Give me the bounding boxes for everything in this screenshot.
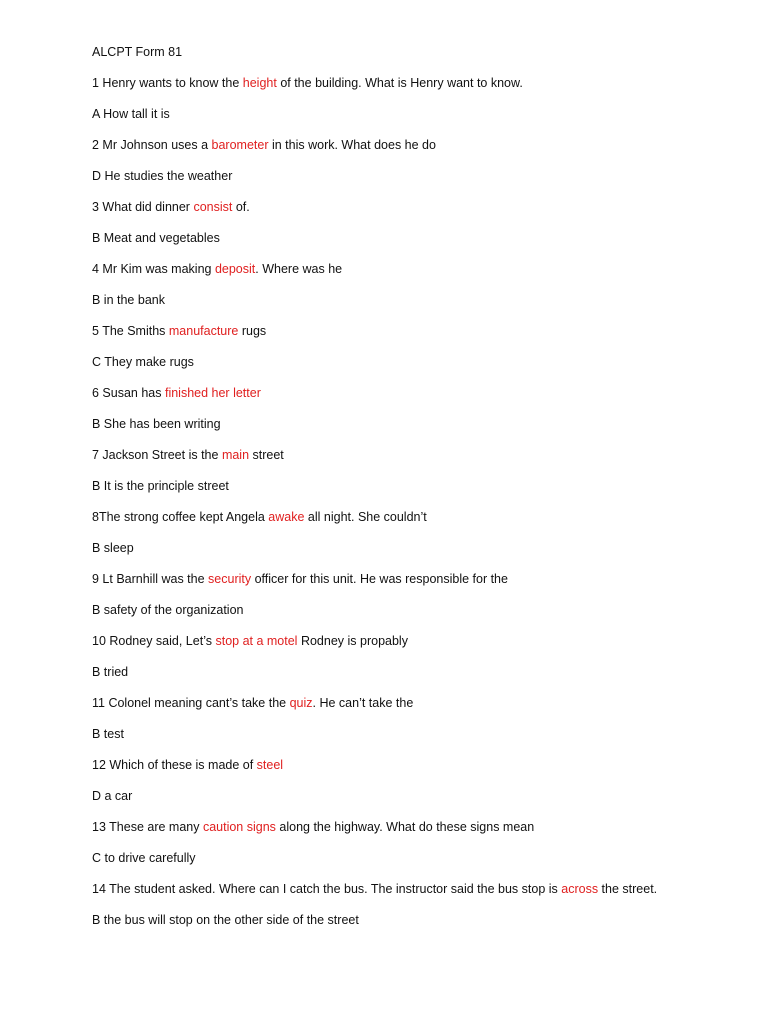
line-text: street [249, 448, 284, 462]
answer-line [92, 912, 359, 928]
question-line [92, 881, 657, 897]
answer-line [92, 788, 132, 804]
answer-line [92, 602, 243, 618]
highlighted-term: awake [268, 510, 305, 524]
question-line [92, 447, 284, 463]
highlighted-term: manufacture [168, 324, 239, 338]
question-line [92, 819, 534, 835]
answer-line [92, 664, 128, 680]
answer-line [92, 478, 229, 494]
answer-line [92, 230, 220, 246]
line-text: 3 What did dinner [92, 200, 194, 214]
highlighted-term: steel [256, 758, 284, 772]
line-text: 12 Which of these is made of [92, 758, 257, 772]
highlighted-term: barometer [211, 138, 269, 152]
question-line [92, 385, 261, 401]
line-text: Rodney is propably [297, 634, 408, 648]
answer-line [92, 292, 165, 308]
line-text: C They make rugs [92, 355, 194, 369]
line-text: . He can’t take the [312, 696, 414, 710]
highlighted-term: caution signs [202, 820, 276, 834]
line-text: B She has been writing [92, 417, 221, 431]
line-text: 1 Henry wants to know the [92, 76, 243, 90]
answer-line [92, 540, 134, 556]
highlighted-term: height [242, 76, 277, 90]
line-text: B sleep [92, 541, 134, 555]
line-text: . Where was he [255, 262, 343, 276]
highlighted-term: consist [193, 200, 233, 214]
highlighted-term: across [561, 882, 599, 896]
line-text: B Meat and vegetables [92, 231, 220, 245]
line-text: all night. She couldn’t [304, 510, 427, 524]
line-text: B It is the principle street [92, 479, 229, 493]
question-line [92, 323, 266, 339]
highlighted-term: deposit [214, 262, 256, 276]
question-line [92, 757, 283, 773]
question-line [92, 199, 250, 215]
question-line [92, 633, 408, 649]
highlighted-term: finished her letter [164, 386, 261, 400]
line-text: along the highway. What do these signs mean [275, 820, 535, 834]
line-text: B tried [92, 665, 129, 679]
question-line [92, 571, 508, 587]
line-text: 7 Jackson Street is the [92, 448, 222, 462]
question-line [92, 261, 342, 277]
document-title: ALCPT Form 81 [92, 45, 183, 59]
line-text: D He studies the weather [92, 169, 233, 183]
answer-line [92, 416, 221, 432]
question-line [92, 695, 413, 711]
line-text: in this work. What does he do [268, 138, 436, 152]
line-text: B the bus will stop on the other side of the street [92, 913, 359, 927]
line-text: rugs [238, 324, 267, 338]
line-text: 9 Lt Barnhill was the [92, 572, 209, 586]
line-text: 8The strong coffee kept Angela [92, 510, 269, 524]
line-text: A How tall it is [92, 107, 170, 121]
line-text: the street. [598, 882, 658, 896]
line-text: of the building. What is Henry want to know. [276, 76, 523, 90]
highlighted-term: main [221, 448, 250, 462]
line-text: 6 Susan has [92, 386, 165, 400]
line-text: D a car [92, 789, 133, 803]
highlighted-term: security [208, 572, 252, 586]
line-text: officer for this unit. He was responsible for the [251, 572, 508, 586]
answer-line [92, 850, 196, 866]
answer-line [92, 168, 232, 184]
line-text: 14 The student asked. Where can I catch the bus. The instructor said the bus stop is [92, 882, 562, 896]
line-text: of. [232, 200, 250, 214]
answer-line [92, 354, 194, 370]
question-line [92, 137, 436, 153]
line-text: 11 Colonel meaning cant’s take the [92, 696, 290, 710]
line-text: C to drive carefully [92, 851, 196, 865]
question-line [92, 509, 427, 525]
line-text: 4 Mr Kim was making [92, 262, 215, 276]
line-text: 2 Mr Johnson uses a [92, 138, 212, 152]
line-text: 13 These are many [92, 820, 203, 834]
answer-line [92, 726, 124, 742]
highlighted-term: stop at a motel [215, 634, 298, 648]
answer-line [92, 106, 170, 122]
question-line [92, 75, 523, 91]
highlighted-term: quiz [289, 696, 313, 710]
line-text: B test [92, 727, 124, 741]
line-text: 5 The Smiths [92, 324, 169, 338]
line-text: 10 Rodney said, Let’s [92, 634, 216, 648]
line-text: B in the bank [92, 293, 165, 307]
line-text: B safety of the organization [92, 603, 244, 617]
